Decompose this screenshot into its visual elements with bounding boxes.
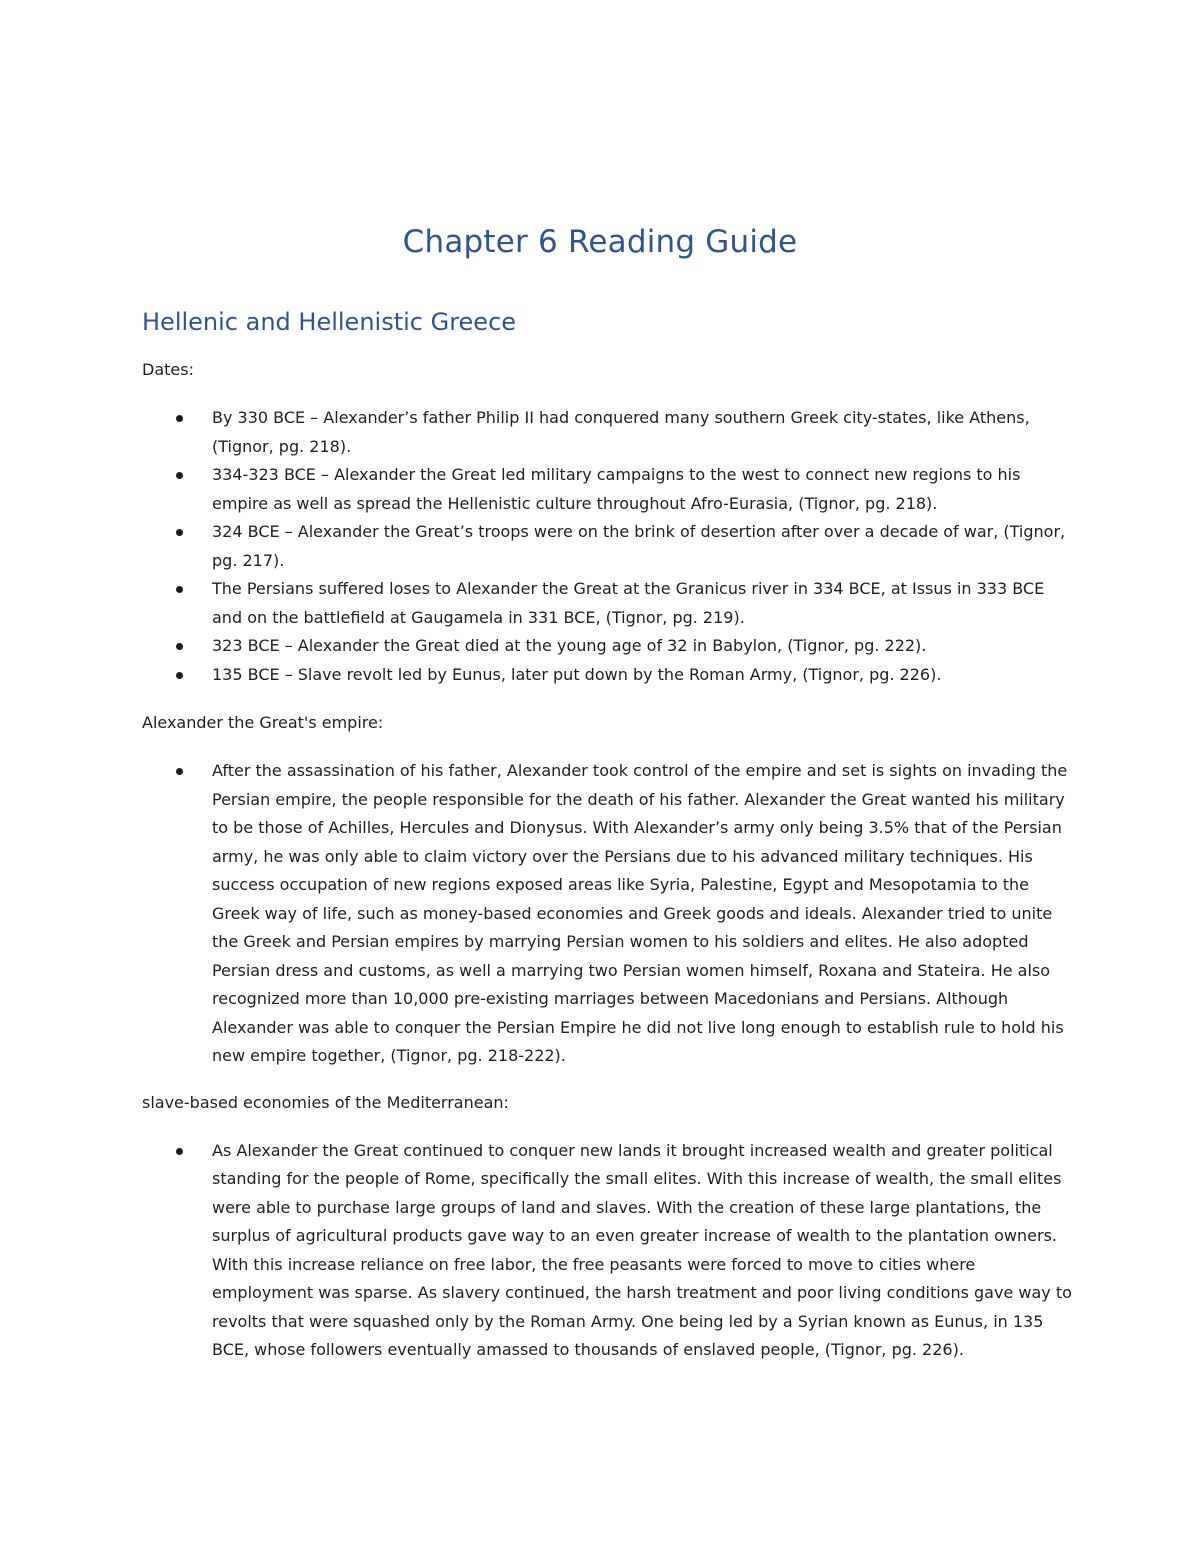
list-item: 323 BCE – Alexander the Great died at the young age of 32 in Babylon, (Tignor, pg. 222).	[142, 632, 1072, 661]
document-body	[142, 356, 1072, 1379]
list-item: 334-323 BCE – Alexander the Great led military campaigns to the west to connect new regions to his empire as well as spread the Hellenistic culture throughout Afro-Eurasia, (Tignor, pg. 218).	[142, 461, 1072, 518]
list-item: The Persians suffered loses to Alexander the Great at the Granicus river in 334 BCE, at Issus in 333 BCE and on the battlefield at Gaugamela in 331 BCE, (Tignor, pg. 219).	[142, 575, 1072, 632]
list-item: As Alexander the Great continued to conquer new lands it brought increased wealth and greater political standing for the people of Rome, specifically the small elites. With this increase of wealth, the small elites were able to purchase large groups of land and slaves. With the creation of these large plantations, the surplus of agricultural products gave way to an even greater increase of wealth to the plantation owners. With this increase reliance on free labor, the free peasants were forced to move to cities where employment was sparse. As slavery continued, the harsh treatment and poor living conditions gave way to revolts that were squashed only by the Roman Army. One being led by a Syrian known as Eunus, in 135 BCE, whose followers eventually amassed to thousands of enslaved people, (Tignor, pg. 226).	[142, 1137, 1072, 1365]
dates-list	[142, 404, 1072, 689]
slave-economies-label: slave-based economies of the Mediterranean:	[142, 1092, 509, 1112]
empire-list	[142, 757, 1072, 1071]
section-heading: Hellenic and Hellenistic Greece	[142, 308, 517, 336]
list-item: 324 BCE – Alexander the Great’s troops were on the brink of desertion after over a decade of war, (Tignor, pg. 217).	[142, 518, 1072, 575]
document-title: Chapter 6 Reading Guide	[402, 224, 798, 260]
slave-economies-list	[142, 1137, 1072, 1365]
list-item: By 330 BCE – Alexander’s father Philip II had conquered many southern Greek city-states, like Athens, (Tignor, pg. 218).	[142, 404, 1072, 461]
empire-label: Alexander the Great's empire:	[142, 713, 384, 732]
dates-label: Dates:	[142, 360, 194, 379]
list-item: After the assassination of his father, Alexander took control of the empire and set is sights on invading the Persian empire, the people responsible for the death of his father. Alexander the Great wanted his military to be those of Achilles, Hercules and Dionysus. With Alexander’s army only being 3.5% that of the Persian army, he was only able to claim victory over the Persians due to his advanced military techniques. His success occupation of new regions exposed areas like Syria, Palestine, Egypt and Mesopotamia to the Greek way of life, such as money-based economies and Greek goods and ideals. Alexander tried to unite the Greek and Persian empires by marrying Persian women to his soldiers and elites. He also adopted Persian dress and customs, as well a marrying two Persian women himself, Roxana and Stateira. He also recognized more than 10,000 pre-existing marriages between Macedonians and Persians. Although Alexander was able to conquer the Persian Empire he did not live long enough to establish rule to hold his new empire together, (Tignor, pg. 218-222).	[142, 757, 1072, 1071]
list-item: 135 BCE – Slave revolt led by Eunus, later put down by the Roman Army, (Tignor, pg. 226).	[142, 661, 1072, 690]
